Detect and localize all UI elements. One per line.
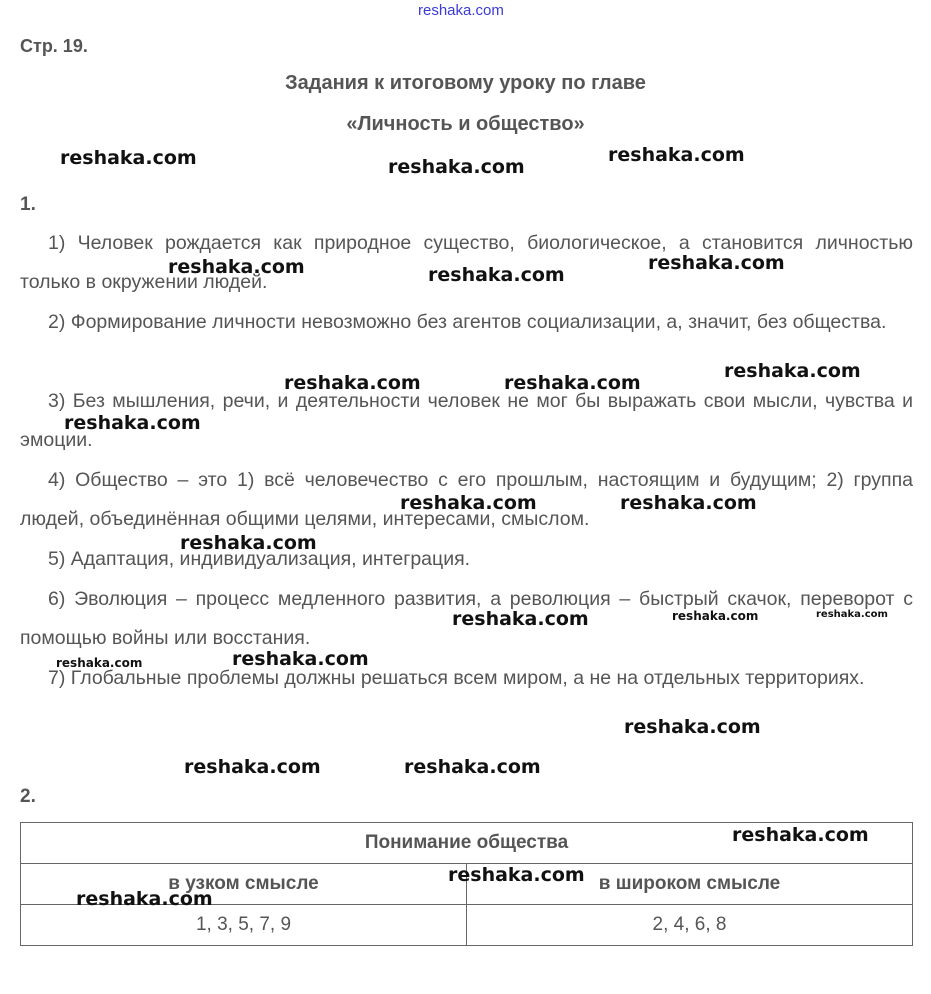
task1-label: 1. — [20, 194, 36, 215]
watermark: reshaka.com — [168, 256, 305, 278]
task1-item-6: 6) Эволюция – процесс медленного развития, а революция – быстрый скачок, переворот с помощью войны или восстания. — [20, 588, 913, 649]
table-title: Понимание общества — [21, 823, 913, 864]
watermark: reshaka.com — [452, 608, 589, 630]
site-header-link[interactable]: reshaka.com — [418, 2, 504, 19]
watermark: reshaka.com — [284, 372, 421, 394]
table-cell-broad: 2, 4, 6, 8 — [467, 905, 913, 946]
task2-label: 2. — [20, 786, 36, 807]
watermark: reshaka.com — [64, 412, 201, 434]
watermark: reshaka.com — [648, 252, 785, 274]
watermark: reshaka.com — [624, 716, 761, 738]
watermark: reshaka.com — [60, 147, 197, 169]
page-header: Стр. 19. — [20, 36, 88, 56]
watermark: reshaka.com — [428, 264, 565, 286]
watermark: reshaka.com — [56, 656, 143, 670]
task1-item-5: 5) Адаптация, индивидуализация, интеграция. — [48, 548, 471, 570]
watermark: reshaka.com — [620, 492, 757, 514]
watermark: reshaka.com — [400, 492, 537, 514]
title-line-2: «Личность и общество» — [346, 113, 585, 135]
watermark: reshaka.com — [76, 888, 213, 910]
task1-item-1: 1) Человек рождается как природное существо, биологическое, а становится личностью только в окружении людей. — [20, 232, 913, 293]
title-line-1: Задания к итоговому уроку по главе — [285, 72, 646, 94]
watermark: reshaka.com — [448, 864, 585, 886]
table-header-broad: в широком смысле — [467, 864, 913, 905]
task1-item-2: 2) Формирование личности невозможно без агентов социализации, а, значит, без общества. — [48, 311, 887, 333]
watermark: reshaka.com — [184, 756, 321, 778]
watermark: reshaka.com — [816, 609, 888, 620]
table-cell-narrow: 1, 3, 5, 7, 9 — [21, 905, 467, 946]
watermark: reshaka.com — [232, 648, 369, 670]
watermark: reshaka.com — [504, 372, 641, 394]
watermark: reshaka.com — [180, 532, 317, 554]
watermark: reshaka.com — [732, 824, 869, 846]
watermark: reshaka.com — [608, 144, 745, 166]
task1-item-4: 4) Общество – это 1) всё человечество с его прошлым, настоящим и будущим; 2) группа людей, объединённая общими целями, интересами, смыслом. — [20, 469, 913, 530]
watermark: reshaka.com — [388, 156, 525, 178]
watermark: reshaka.com — [404, 756, 541, 778]
watermark: reshaka.com — [724, 360, 861, 382]
table-header-narrow: в узком смысле — [21, 864, 467, 905]
task1-item-7: 7) Глобальные проблемы должны решаться всем миром, а не на отдельных территориях. — [48, 667, 865, 689]
watermark: reshaka.com — [672, 609, 759, 623]
task1-item-3: 3) Без мышления, речи, и деятельности человек не мог бы выражать свои мысли, чувства и эмоции. — [20, 390, 913, 451]
